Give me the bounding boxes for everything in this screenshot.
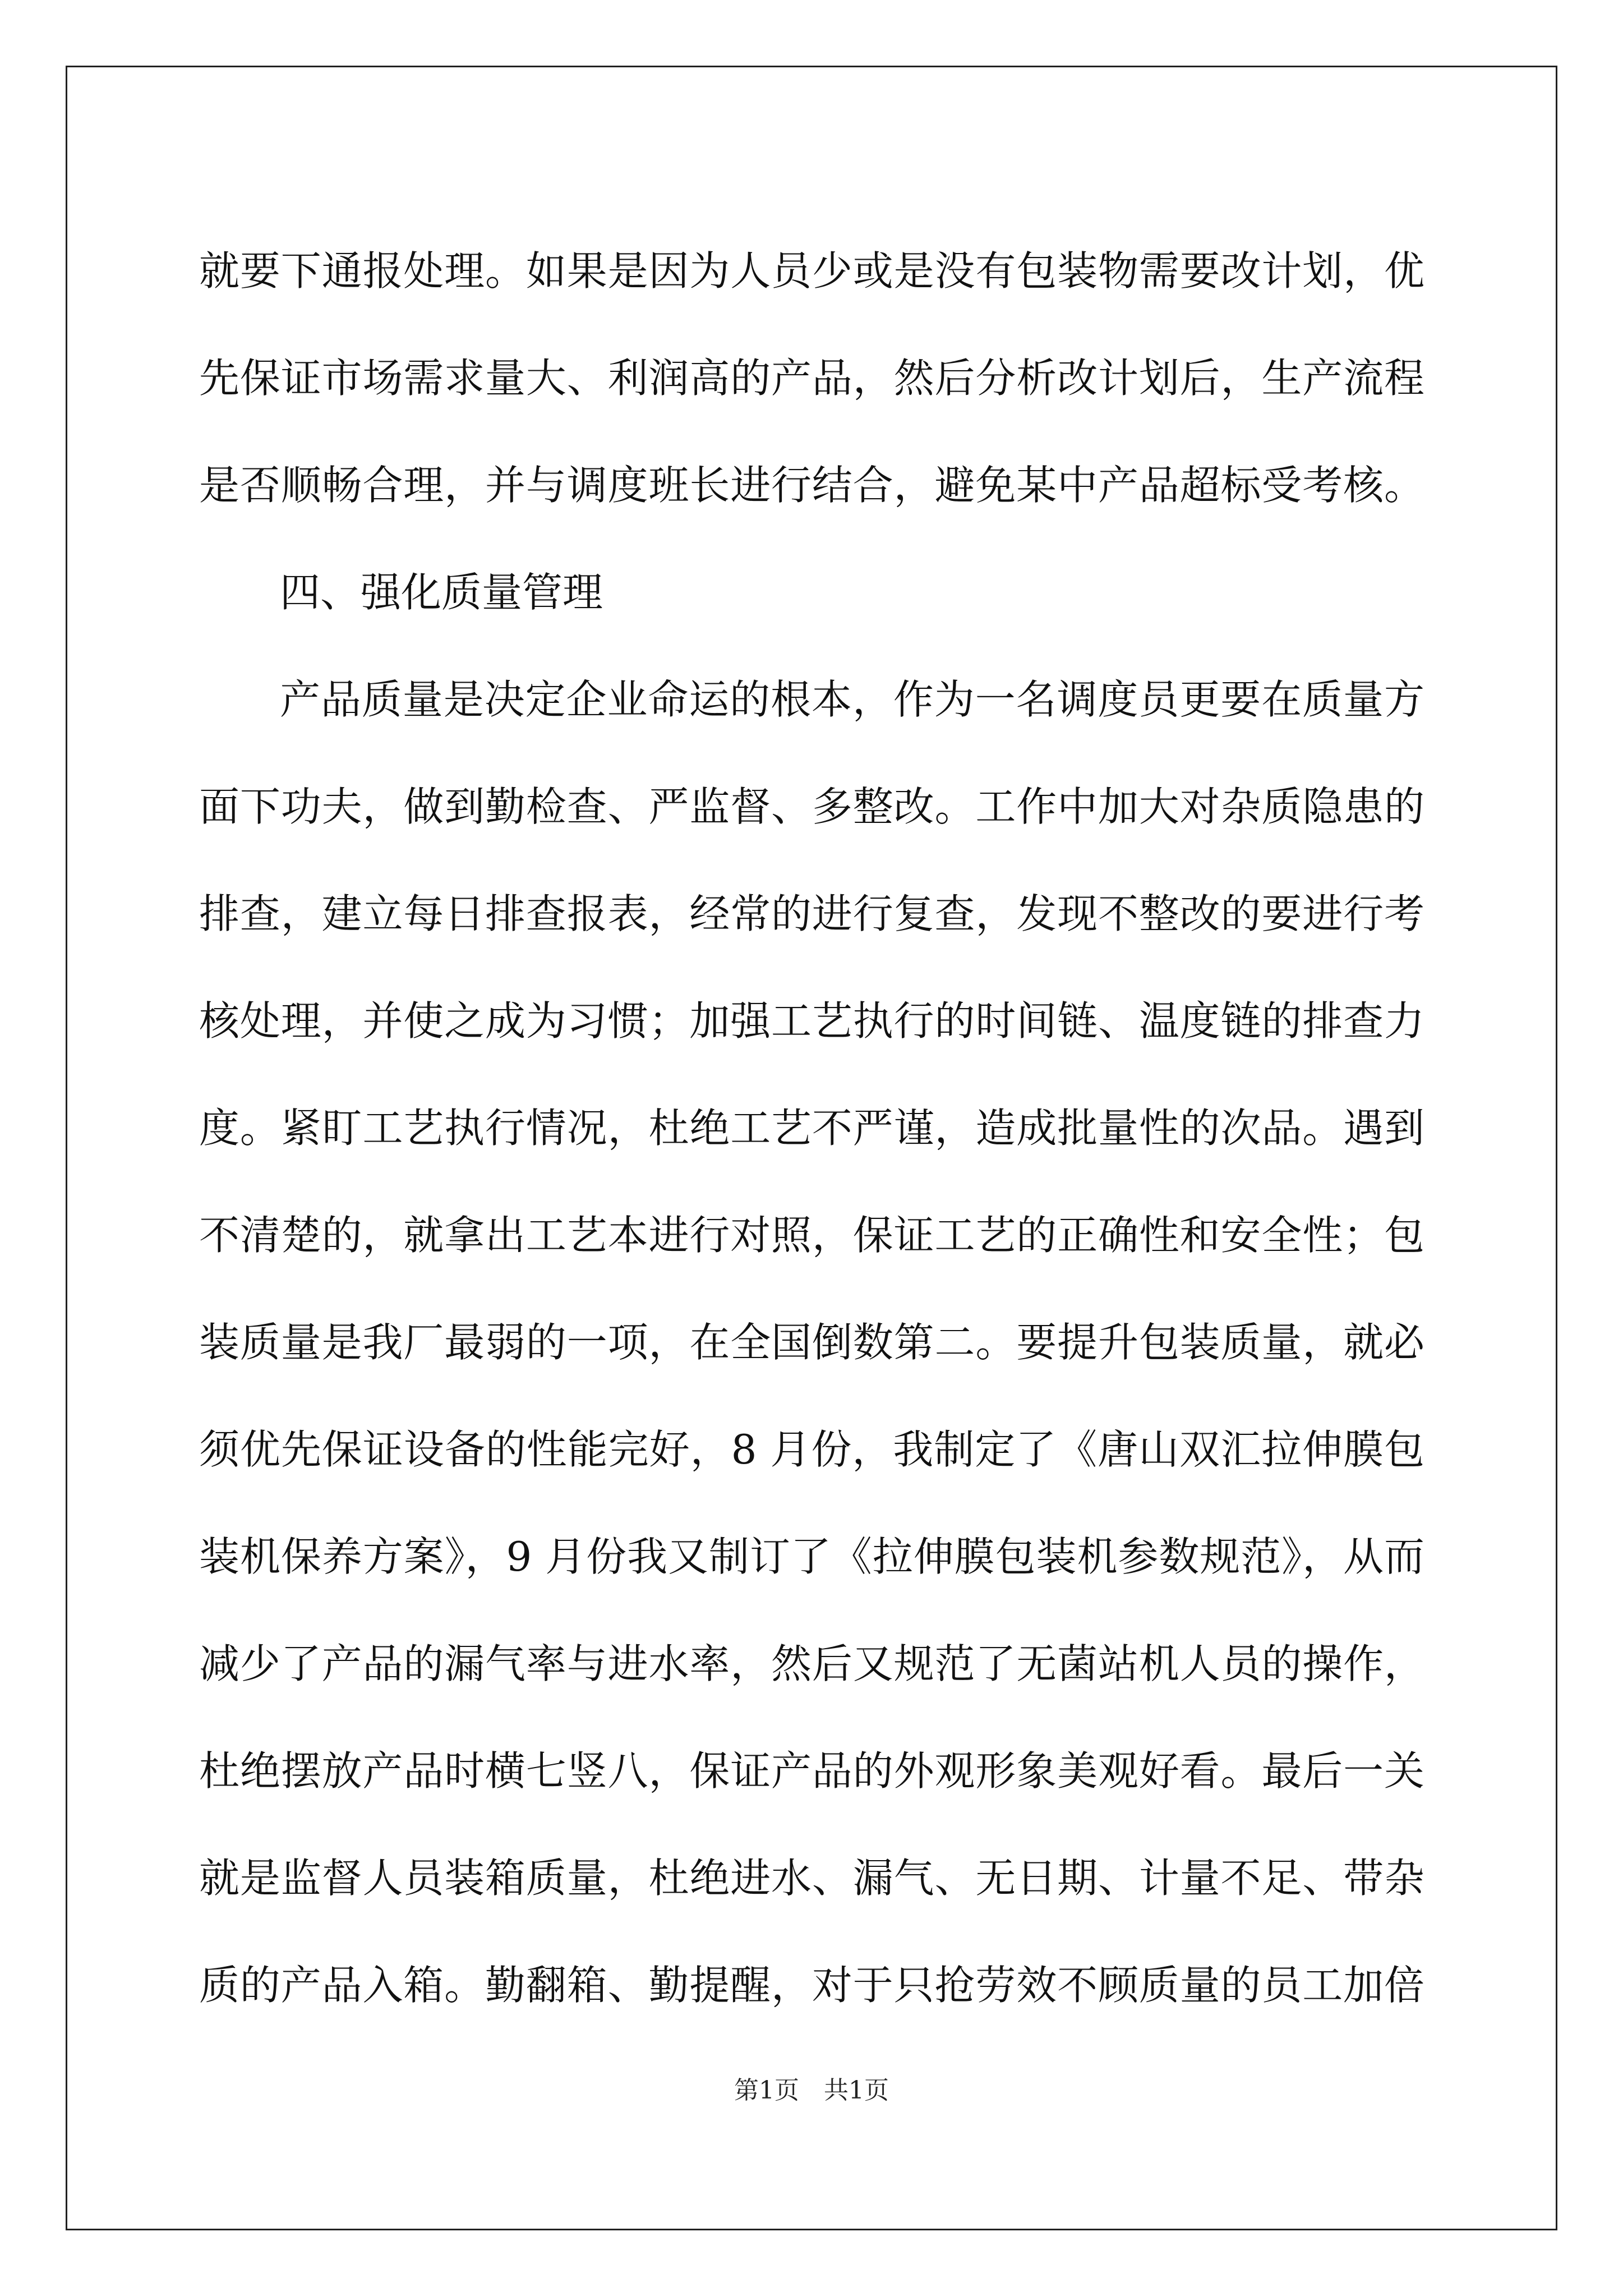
text-line: 是否顺畅合理，并与调度班长进行结合，避免某中产品超标受考核。 [199,462,1424,509]
text-line: 杜绝摆放产品时横七竖八，保证产品的外观形象美观好看。最后一关 [199,1747,1424,1795]
text-line: 就是监督人员装箱质量，杜绝进水、漏气、无日期、计量不足、带杂 [199,1855,1424,1902]
document-body [199,218,1424,2039]
text-line: 就要下通报处理。如果是因为人员少或是没有包装物需要改计划，优 [199,247,1424,295]
text-line: 质的产品入箱。勤翻箱、勤提醒，对于只抢劳效不顾质量的员工加倍 [199,1962,1424,2009]
text-line: 先保证市场需求量大、利润高的产品，然后分析改计划后，生产流程 [199,355,1424,402]
section-heading: 四、强化质量管理 [280,569,603,616]
text-line: 产品质量是决定企业命运的根本，作为一名调度员更要在质量方 [280,676,1424,723]
text-line: 装质量是我厂最弱的一项，在全国倒数第二。要提升包装质量，就必 [199,1319,1424,1366]
text-line: 排查，建立每日排查报表，经常的进行复查，发现不整改的要进行考 [199,890,1424,937]
text-line: 减少了产品的漏气率与进水率，然后又规范了无菌站机人员的操作， [199,1640,1424,1687]
text-line: 装机保养方案》，9 月份我又制订了《拉伸膜包装机参数规范》，从而 [199,1533,1424,1580]
page-number-footer: 第1页 共1页 [734,2076,889,2105]
text-line: 度。紧盯工艺执行情况，杜绝工艺不严谨，造成批量性的次品。遇到 [199,1105,1424,1152]
text-line: 核处理，并使之成为习惯；加强工艺执行的时间链、温度链的排查力 [199,997,1424,1045]
text-line: 不清楚的，就拿出工艺本进行对照，保证工艺的正确性和安全性；包 [199,1212,1424,1259]
text-line: 面下功夫，做到勤检查、严监督、多整改。工作中加大对杂质隐患的 [199,783,1424,830]
text-line: 须优先保证设备的性能完好，8 月份，我制定了《唐山双汇拉伸膜包 [199,1426,1424,1473]
